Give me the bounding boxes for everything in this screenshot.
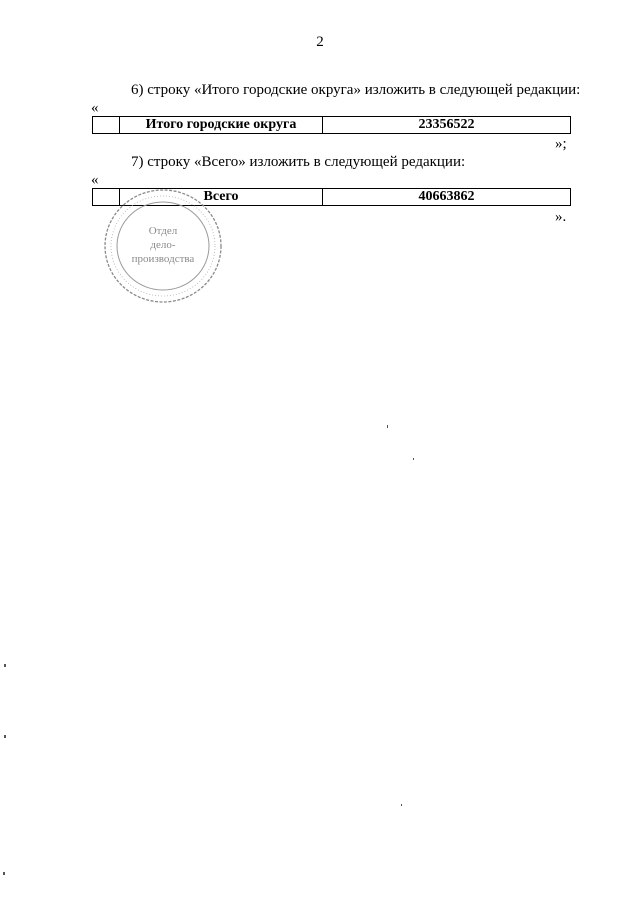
close-quote-6: »; (555, 136, 567, 152)
amendment-6-text: 6) строку «Итого городские округа» изложить в следующей редакции: (131, 82, 581, 98)
scan-speck (4, 735, 6, 738)
scan-speck (413, 458, 414, 460)
empty-cell (93, 117, 120, 134)
row-label: Итого городские округа (120, 117, 323, 134)
scan-speck (387, 425, 388, 428)
row-value: 23356522 (323, 117, 571, 134)
stamp-line-2: дело- (150, 239, 176, 251)
office-stamp (99, 184, 229, 309)
close-quote-7: ». (555, 209, 567, 225)
scan-speck (4, 664, 6, 667)
row-label: Всего (120, 189, 323, 206)
row-value: 40663862 (323, 189, 571, 206)
stamp-line-1: Отдел (148, 225, 178, 237)
open-quote-6: « (91, 100, 99, 116)
page-number: 2 (316, 34, 324, 50)
amendment-7-text: 7) строку «Всего» изложить в следующей редакции: (131, 154, 466, 170)
amendment-6-table (92, 116, 571, 134)
open-quote-7: « (91, 172, 99, 188)
table-row (93, 117, 571, 134)
scan-speck (401, 804, 402, 806)
scan-speck (3, 872, 5, 875)
stamp-line-3: производства (131, 253, 195, 265)
